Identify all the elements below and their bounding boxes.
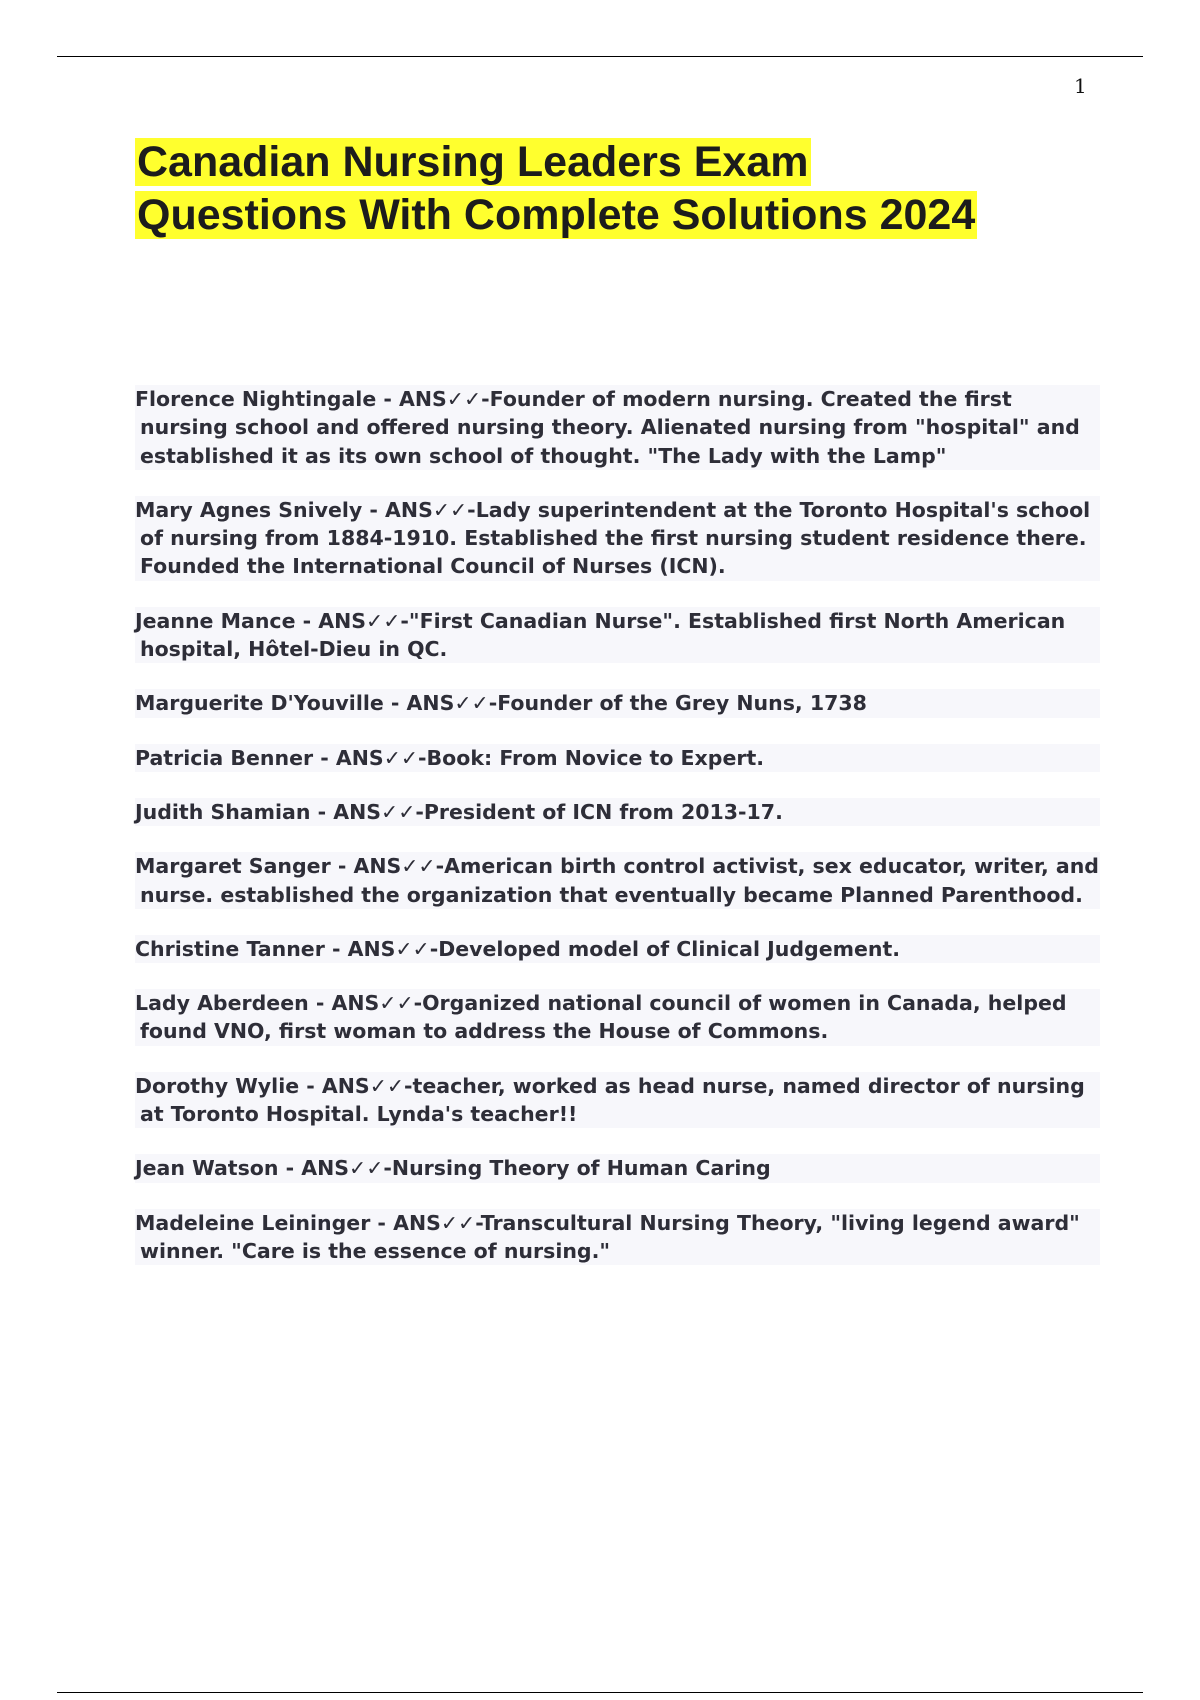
- qa-entry-lady-aberdeen: Lady Aberdeen - ANS✓✓-Organized national council of women in Canada, helped found VNO, first woman to address the House of Commons.: [135, 989, 1100, 1046]
- title-line-1: Canadian Nursing Leaders Exam: [137, 138, 809, 186]
- page-number: 1: [1074, 74, 1087, 98]
- title-line-2: Questions With Complete Solutions 2024: [137, 191, 976, 239]
- footer-rule: [57, 1692, 1143, 1693]
- header-rule: [57, 56, 1143, 57]
- qa-entry-judith-shamian: Judith Shamian - ANS✓✓-President of ICN from 2013-17.: [135, 798, 1100, 826]
- qa-entry-madeleine-leininger: Madeleine Leininger - ANS✓✓-Transcultural Nursing Theory, "living legend award" winner. "Care is the essence of nursing.": [135, 1209, 1100, 1266]
- qa-entry-mary-agnes-snively: Mary Agnes Snively - ANS✓✓-Lady superintendent at the Toronto Hospital's school of nursing from 1884-1910. Established the first nursing student residence there. Founded the International Council of Nurses (ICN).: [135, 496, 1100, 581]
- document-title: [135, 136, 1115, 242]
- qa-entry-jeanne-mance: Jeanne Mance - ANS✓✓-"First Canadian Nurse". Established first North American hospital, Hôtel-Dieu in QC.: [135, 607, 1100, 664]
- qa-entry-patricia-benner: Patricia Benner - ANS✓✓-Book: From Novice to Expert.: [135, 744, 1100, 772]
- qa-entry-dorothy-wylie: Dorothy Wylie - ANS✓✓-teacher, worked as head nurse, named director of nursing at Toronto Hospital. Lynda's teacher!!: [135, 1072, 1100, 1129]
- qa-entry-florence-nightingale: Florence Nightingale - ANS✓✓-Founder of modern nursing. Created the first nursing school and offered nursing theory. Alienated nursing from "hospital" and established it as its own school of thought. "The Lady with the Lamp": [135, 385, 1100, 470]
- qa-entry-jean-watson: Jean Watson - ANS✓✓-Nursing Theory of Human Caring: [135, 1154, 1100, 1182]
- qa-entry-margaret-sanger: Margaret Sanger - ANS✓✓-American birth control activist, sex educator, writer, and nurse. established the organization that eventually became Planned Parenthood.: [135, 852, 1100, 909]
- qa-list: [135, 385, 1100, 1291]
- qa-entry-christine-tanner: Christine Tanner - ANS✓✓-Developed model of Clinical Judgement.: [135, 935, 1100, 963]
- qa-entry-marguerite-dyouville: Marguerite D'Youville - ANS✓✓-Founder of the Grey Nuns, 1738: [135, 689, 1100, 717]
